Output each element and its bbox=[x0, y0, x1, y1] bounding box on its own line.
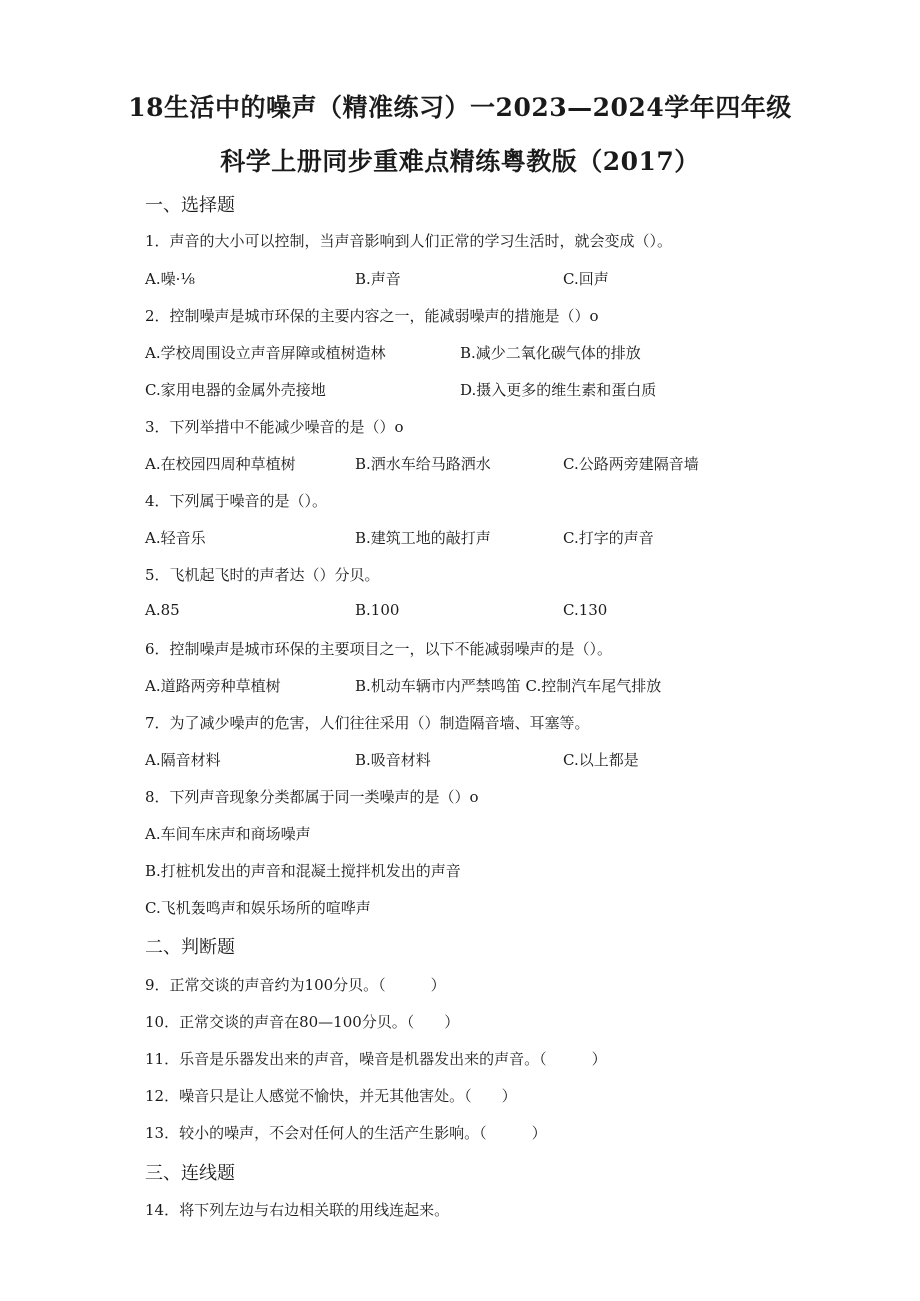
q1-option-a: A.噪·⅛ bbox=[145, 270, 195, 288]
q5-option-a: A.85 bbox=[145, 601, 180, 619]
q1-option-c: C.回声 bbox=[563, 270, 609, 288]
question-4: 4．下列属于噪音的是（）。 bbox=[145, 492, 328, 510]
q4-option-a: A.轻音乐 bbox=[145, 529, 206, 547]
question-9: 9．正常交谈的声音约为100分贝。（ ） bbox=[145, 976, 446, 994]
q2-option-a: A.学校周围设立声音屏障或植树造林 bbox=[145, 344, 386, 362]
q7-option-c: C.以上都是 bbox=[563, 751, 639, 769]
question-10: 10．正常交谈的声音在80—100分贝。（ ） bbox=[145, 1013, 460, 1031]
q1-option-b: B.声音 bbox=[355, 270, 401, 288]
question-6: 6．控制噪声是城市环保的主要项目之一，以下不能减弱噪声的是（）。 bbox=[145, 640, 613, 658]
q2-option-d: D.摄入更多的维生素和蛋白质 bbox=[460, 381, 657, 399]
q4-option-b: B.建筑工地的敲打声 bbox=[355, 529, 491, 547]
q8-option-a: A.车间车床声和商场噪声 bbox=[145, 825, 311, 843]
q5-option-c: C.130 bbox=[563, 601, 608, 619]
question-2: 2．控制噪声是城市环保的主要内容之一，能减弱噪声的措施是（）o bbox=[145, 307, 599, 325]
q8-option-c: C.飞机轰鸣声和娱乐场所的喧哗声 bbox=[145, 899, 371, 917]
q3-option-b: B.洒水车给马路洒水 bbox=[355, 455, 491, 473]
question-12: 12．噪音只是让人感觉不愉快，并无其他害处。（ ） bbox=[145, 1087, 517, 1105]
q2-option-c: C.家用电器的金属外壳接地 bbox=[145, 381, 326, 399]
document-title-line-2: 科学上册同步重难点精练粤教版（2017） bbox=[220, 147, 700, 176]
q2-option-b: B.减少二氧化碳气体的排放 bbox=[460, 344, 641, 362]
section-heading-judge: 二、判断题 bbox=[145, 937, 235, 958]
section-heading-choice: 一、选择题 bbox=[145, 195, 235, 216]
q8-option-b: B.打桩机发出的声音和混凝土搅拌机发出的声音 bbox=[145, 862, 461, 880]
q3-option-c: C.公路两旁建隔音墙 bbox=[563, 455, 699, 473]
question-7: 7．为了减少噪声的危害，人们往往采用（）制造隔音墙、耳塞等。 bbox=[145, 714, 590, 732]
question-5: 5．飞机起飞时的声者达（）分贝。 bbox=[145, 566, 380, 584]
question-14: 14．将下列左边与右边相关联的用线连起来。 bbox=[145, 1201, 450, 1219]
q7-option-a: A.隔音材料 bbox=[145, 751, 221, 769]
question-1: 1．声音的大小可以控制，当声音影响到人们正常的学习生活时，就会变成（）。 bbox=[145, 232, 673, 250]
q6-option-b-c: B.机动车辆市内严禁鸣笛 C.控制汽车尾气排放 bbox=[355, 677, 662, 695]
question-3: 3．下列举措中不能减少噪音的是（）o bbox=[145, 418, 404, 436]
question-8: 8．下列声音现象分类都属于同一类噪声的是（）o bbox=[145, 788, 479, 806]
q5-option-b: B.100 bbox=[355, 601, 400, 619]
q6-option-a: A.道路两旁种草植树 bbox=[145, 677, 281, 695]
question-11: 11．乐音是乐器发出来的声音，噪音是机器发出来的声音。（ ） bbox=[145, 1050, 607, 1068]
q7-option-b: B.吸音材料 bbox=[355, 751, 431, 769]
q3-option-a: A.在校园四周种草植树 bbox=[145, 455, 296, 473]
section-heading-match: 三、连线题 bbox=[145, 1163, 235, 1184]
question-13: 13．较小的噪声，不会对任何人的生活产生影响。（ ） bbox=[145, 1124, 547, 1142]
q4-option-c: C.打字的声音 bbox=[563, 529, 654, 547]
document-title-line-1: 18生活中的噪声（精准练习）一2023—2024学年四年级 bbox=[128, 93, 792, 122]
